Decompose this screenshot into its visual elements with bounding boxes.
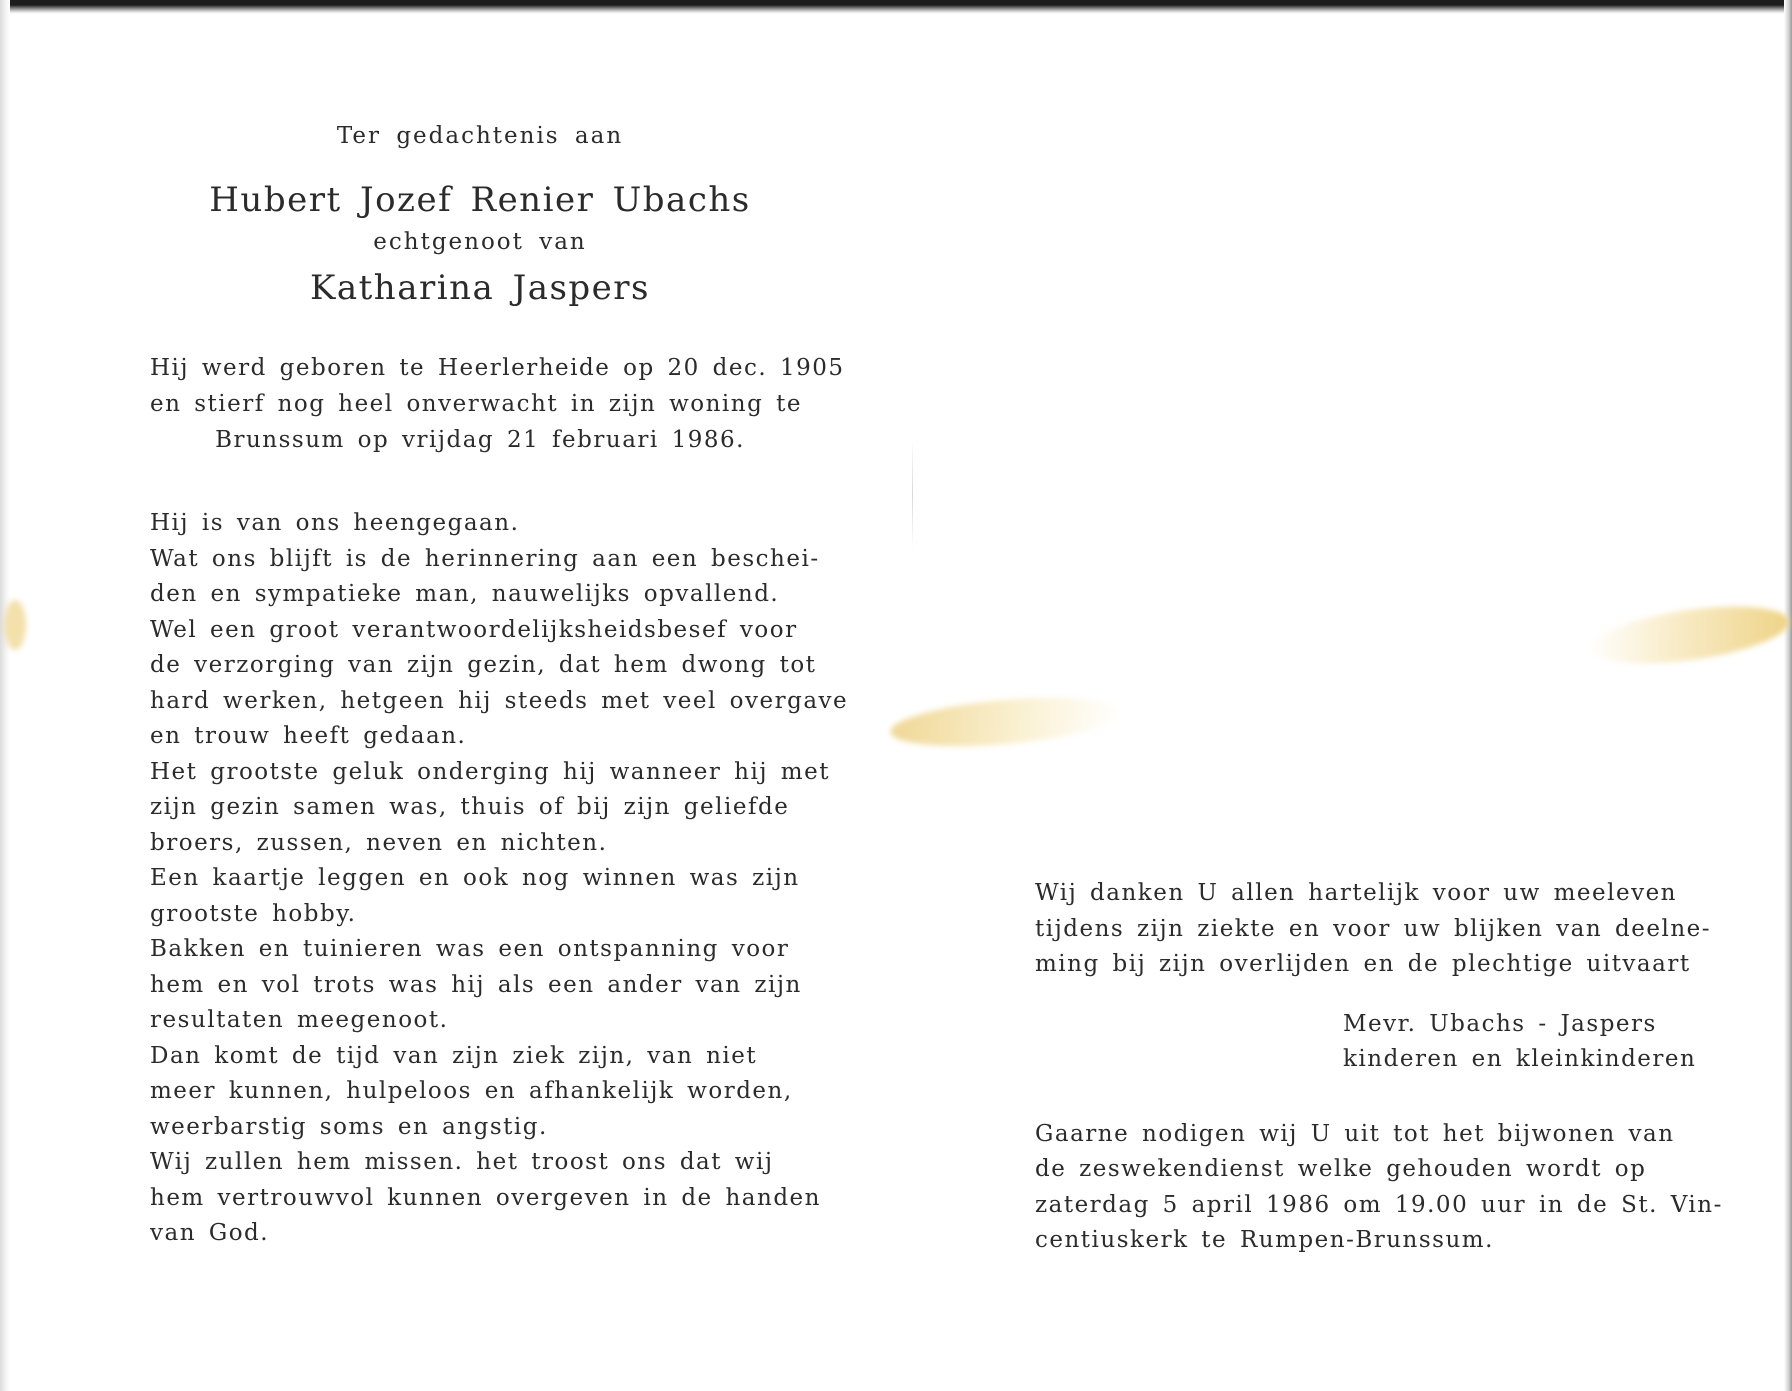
scan-left-edge [0,0,10,1391]
invitation-line: centiuskerk te Rumpen-Brunssum. [1035,1227,1494,1253]
card-fold-line [912,440,913,550]
memorial-line: Een kaartje leggen en ook nog winnen was zijn [150,865,800,891]
memorial-line: broers, zussen, neven en nichten. [150,829,608,856]
memorial-line: de verzorging van zijn gezin, dat hem dwong tot [150,652,817,678]
memorial-line: den en sympatieke man, nauwelijks opvallend. [150,581,780,607]
signature-line: Mevr. Ubachs - Jaspers [1343,1010,1657,1037]
family-signature [1035,1007,1695,1078]
card-right-panel [1035,876,1723,1259]
memorial-line: Dan komt de tijd van zijn ziek zijn, van niet [150,1042,758,1069]
paper-stain-right [1587,596,1792,673]
spouse-name: Katharina Jaspers [309,268,651,308]
memorial-text [150,506,849,1252]
memorial-line: Hij is van ons heengegaan. [150,510,520,536]
birth-line: Hij werd geboren te Heerlerheide op 20 dec. 1905 [150,355,845,381]
birth-death-paragraph [150,350,845,458]
memorial-line: Bakken en tuinieren was een ontspanning voor [150,936,790,962]
deceased-name: Hubert Jozef Renier Ubachs [209,180,751,220]
memorial-line: Het grootste geluk onderging hij wanneer hij met [150,758,830,785]
invitation-paragraph [1035,1117,1723,1259]
scan-right-edge [1784,0,1792,1391]
thanks-paragraph [1035,876,1712,983]
memorial-line: hard werken, hetgeen hij steeds met veel overgave [150,687,849,714]
memorial-line: meer kunnen, hulpeloos en afhankelijk worden, [150,1078,793,1104]
scan-top-edge [0,0,1792,14]
memorial-line: hem vertrouwvol kunnen overgeven in de handen [150,1184,821,1211]
invitation-line: Gaarne nodigen wij U uit tot het bijwonen van [1035,1120,1675,1147]
invitation-line: de zeswekendienst welke gehouden wordt op [1035,1156,1647,1182]
memorial-line: Wat ons blijft is de herinnering aan een beschei- [150,545,820,572]
thanks-line: Wij danken U allen hartelijk voor uw meeleven [1035,880,1677,906]
memorial-line: van God. [150,1220,270,1246]
memorial-line: resultaten meegenoot. [150,1007,449,1033]
spouse-label: echtgenoot van [373,229,587,255]
memorial-line: weerbarstig soms en angstig. [150,1113,548,1140]
memorial-line: Wij zullen hem missen. het troost ons dat wij [150,1149,774,1175]
paper-stain-center [889,690,1122,754]
paper-stain-left-edge [4,600,26,650]
death-place-line: Brunssum op vrijdag 21 februari 1986. [215,427,745,453]
death-line: en stierf nog heel onverwacht in zijn woning te [150,391,802,417]
memorial-line: hem en vol trots was hij als een ander van zijn [150,971,802,998]
memorial-line: Wel een groot verantwoordelijksheidsbesef voor [150,616,798,643]
card-left-panel [150,100,849,1252]
intro-heading: Ter gedachtenis aan [336,123,624,149]
invitation-line: zaterdag 5 april 1986 om 19.00 uur in de St. Vin- [1035,1191,1723,1218]
signature-line: kinderen en kleinkinderen [1343,1046,1697,1072]
memorial-line: en trouw heeft gedaan. [150,723,467,749]
memorial-line: zijn gezin samen was, thuis of bij zijn geliefde [150,794,790,820]
memorial-line: grootste hobby. [150,900,357,927]
thanks-line: tijdens zijn ziekte en voor uw blijken van deelne- [1035,915,1712,942]
thanks-line: ming bij zijn overlijden en de plechtige uitvaart [1035,951,1691,977]
